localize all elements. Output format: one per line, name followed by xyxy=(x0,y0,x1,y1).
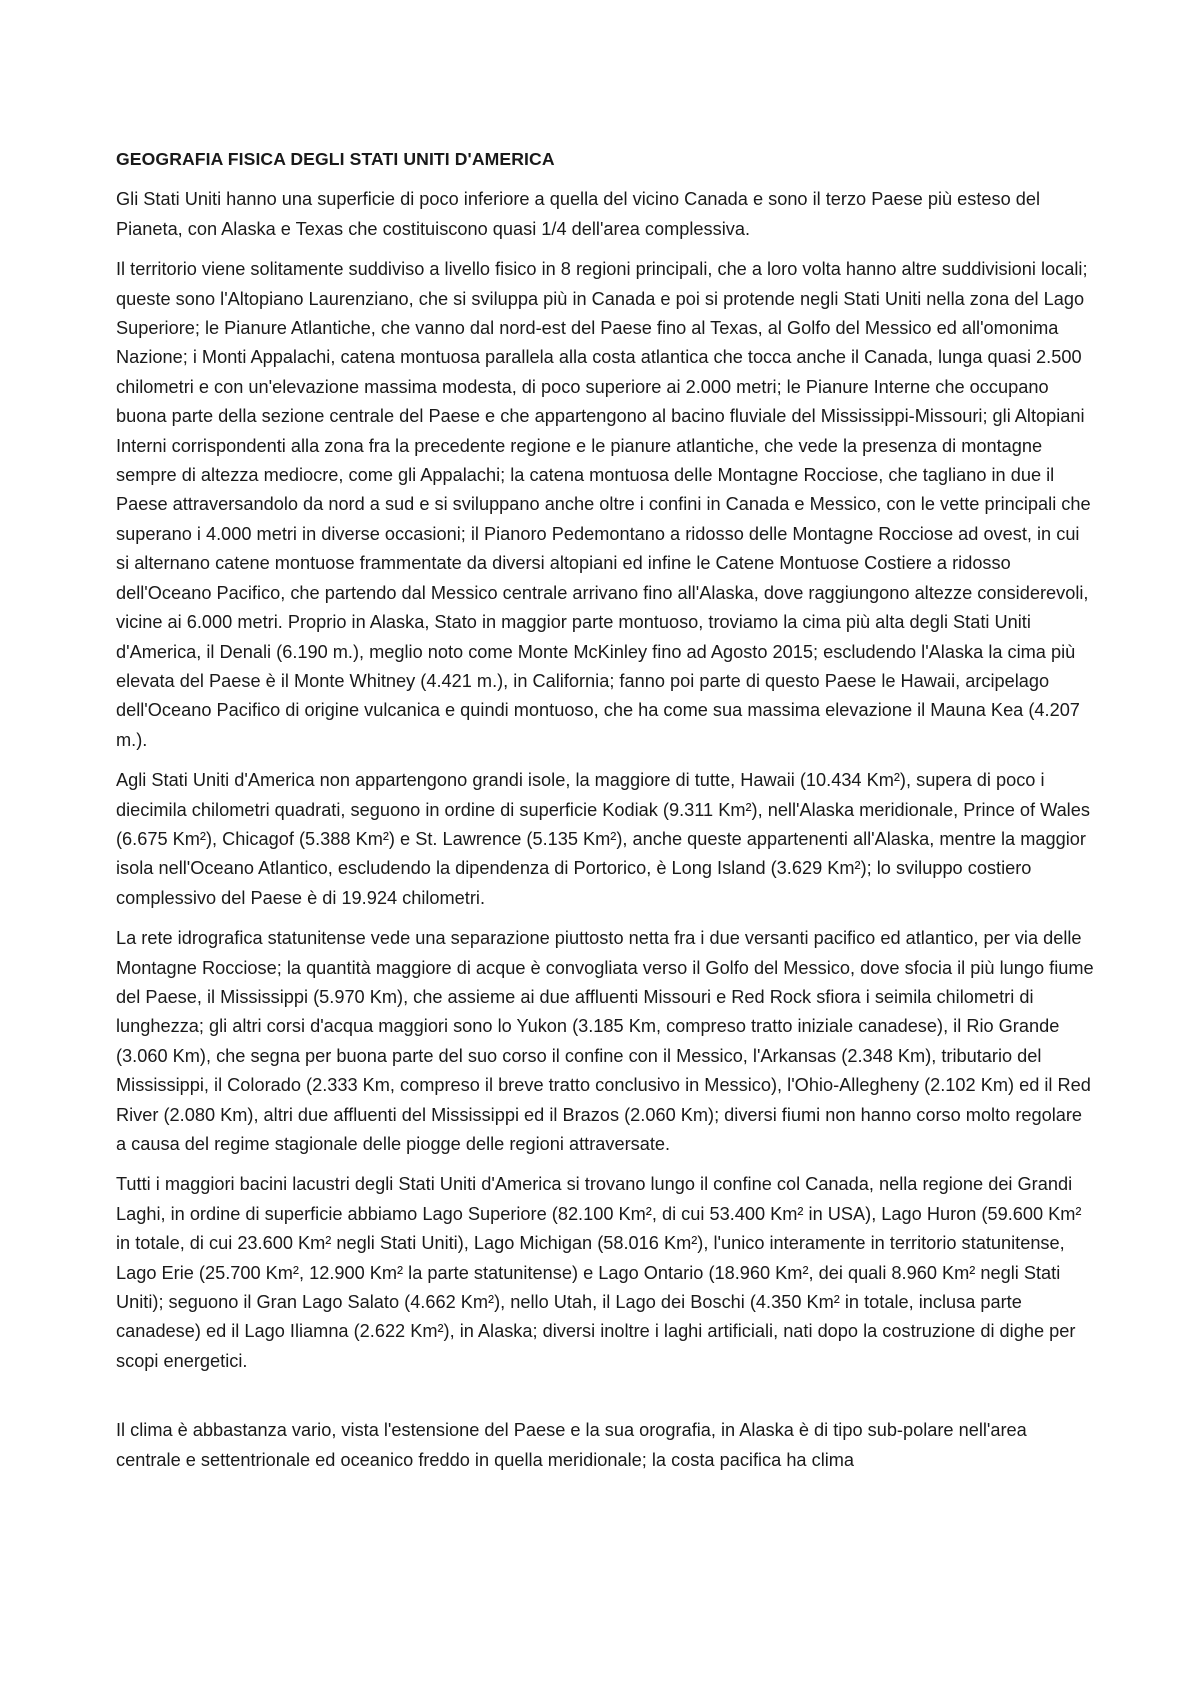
paragraph-intro: Gli Stati Uniti hanno una superficie di poco inferiore a quella del vicino Canada e sono il terzo Paese più esteso del Pianeta, con Alaska e Texas che costituiscono quasi 1/4 dell'area complessiva. xyxy=(116,189,1041,239)
paragraph-lakes: Tutti i maggiori bacini lacustri degli Stati Uniti d'America si trovano lungo il confine col Canada, nella regione dei Grandi Laghi, in ordine di superficie abbiamo Lago Superiore (82.100 Km², di cui 53.400 Km² in USA), Lago Huron (59.600 Km² in totale, di cui 23.600 Km² negli Stati Uniti), Lago Michigan (58.016 Km²), l'unico interamente in territorio statunitense, Lago Erie (25.700 Km², 12.900 Km² la parte statunitense) e Lago Ontario (18.960 Km², dei quali 8.960 Km² negli Stati Uniti); seguono il Gran Lago Salato (4.662 Km²), nello Utah, il Lago dei Boschi (4.350 Km² in totale, inclusa parte canadese) ed il Lago Iliamna (2.622 Km²), in Alaska; diversi inoltre i laghi artificiali, nati dopo la costruzione di dighe per scopi energetici. xyxy=(116,1174,1082,1371)
paragraph-climate: Il clima è abbastanza vario, vista l'estensione del Paese e la sua orografia, in Alaska è di tipo sub-polare nell'area centrale e settentrionale ed oceanico freddo in quella meridionale; la costa pacifica ha clima xyxy=(116,1420,1027,1470)
paragraph-islands: Agli Stati Uniti d'America non appartengono grandi isole, la maggiore di tutte, Hawaii (10.434 Km²), supera di poco i diecimila chilometri quadrati, seguono in ordine di superficie Kodiak (9.311 Km²), nell'Alaska meridionale, Prince of Wales (6.675 Km²), Chicagof (5.388 Km²) e St. Lawrence (5.135 Km²), anche queste appartenenti all'Alaska, mentre la maggior isola nell'Oceano Atlantico, escludendo la dipendenza di Portorico, è Long Island (3.629 Km²); lo sviluppo costiero complessivo del Paese è di 19.924 chilometri. xyxy=(116,770,1090,908)
document-page xyxy=(116,145,1096,1486)
paragraph-territory: Il territorio viene solitamente suddiviso a livello fisico in 8 regioni principali, che a loro volta hanno altre suddivisioni locali; queste sono l'Altopiano Laurenziano, che si sviluppa più in Canada e poi si protende negli Stati Uniti nella zona del Lago Superiore; le Pianure Atlantiche, che vanno dal nord-est del Paese fino al Texas, al Golfo del Messico ed all'omonima Nazione; i Monti Appalachi, catena montuosa parallela alla costa atlantica che tocca anche il Canada, lunga quasi 2.500 chilometri e con un'elevazione massima modesta, di poco superiore ai 2.000 metri; le Pianure Interne che occupano buona parte della sezione centrale del Paese e che appartengono al bacino fluviale del Mississippi-Missouri; gli Altopiani Interni corrispondenti alla zona fra la precedente regione e le pianure atlantiche, che vede la presenza di montagne sempre di altezza mediocre, come gli Appalachi; la catena montuosa delle Montagne Rocciose, che tagliano in due il Paese attraversandolo da nord a sud e si sviluppano anche oltre i confini in Canada e Messico, con le vette principali che superano i 4.000 metri in diverse occasioni; il Pianoro Pedemontano a ridosso delle Montagne Rocciose ad ovest, in cui si alternano catene montuose frammentate da diversi altopiani ed infine le Catene Montuose Costiere a ridosso dell'Oceano Pacifico, che partendo dal Messico centrale arrivano fino all'Alaska, dove raggiungono altezze considerevoli, vicine ai 6.000 metri. Proprio in Alaska, Stato in maggior parte montuoso, troviamo la cima più alta degli Stati Uniti d'America, il Denali (6.190 m.), meglio noto come Monte McKinley fino ad Agosto 2015; escludendo l'Alaska la cima più elevata del Paese è il Monte Whitney (4.421 m.), in California; fanno poi parte di questo Paese le Hawaii, arcipelago dell'Oceano Pacifico di origine vulcanica e quindi montuoso, che ha come sua massima elevazione il Mauna Kea (4.207 m.). xyxy=(116,259,1091,750)
paragraph-rivers: La rete idrografica statunitense vede una separazione piuttosto netta fra i due versanti pacifico ed atlantico, per via delle Montagne Rocciose; la quantità maggiore di acque è convogliata verso il Golfo del Messico, dove sfocia il più lungo fiume del Paese, il Mississippi (5.970 Km), che assieme ai due affluenti Missouri e Red Rock sfiora i seimila chilometri di lunghezza; gli altri corsi d'acqua maggiori sono lo Yukon (3.185 Km, compreso tratto iniziale canadese), il Rio Grande (3.060 Km), che segna per buona parte del suo corso il confine con il Messico, l'Arkansas (2.348 Km), tributario del Mississippi, il Colorado (2.333 Km, compreso il breve tratto conclusivo in Messico), l'Ohio-Allegheny (2.102 Km) ed il Red River (2.080 Km), altri due affluenti del Mississippi ed il Brazos (2.060 Km); diversi fiumi non hanno corso molto regolare a causa del regime stagionale delle piogge delle regioni attraversate. xyxy=(116,928,1094,1154)
document-title: GEOGRAFIA FISICA DEGLI STATI UNITI D'AMERICA xyxy=(116,149,555,169)
